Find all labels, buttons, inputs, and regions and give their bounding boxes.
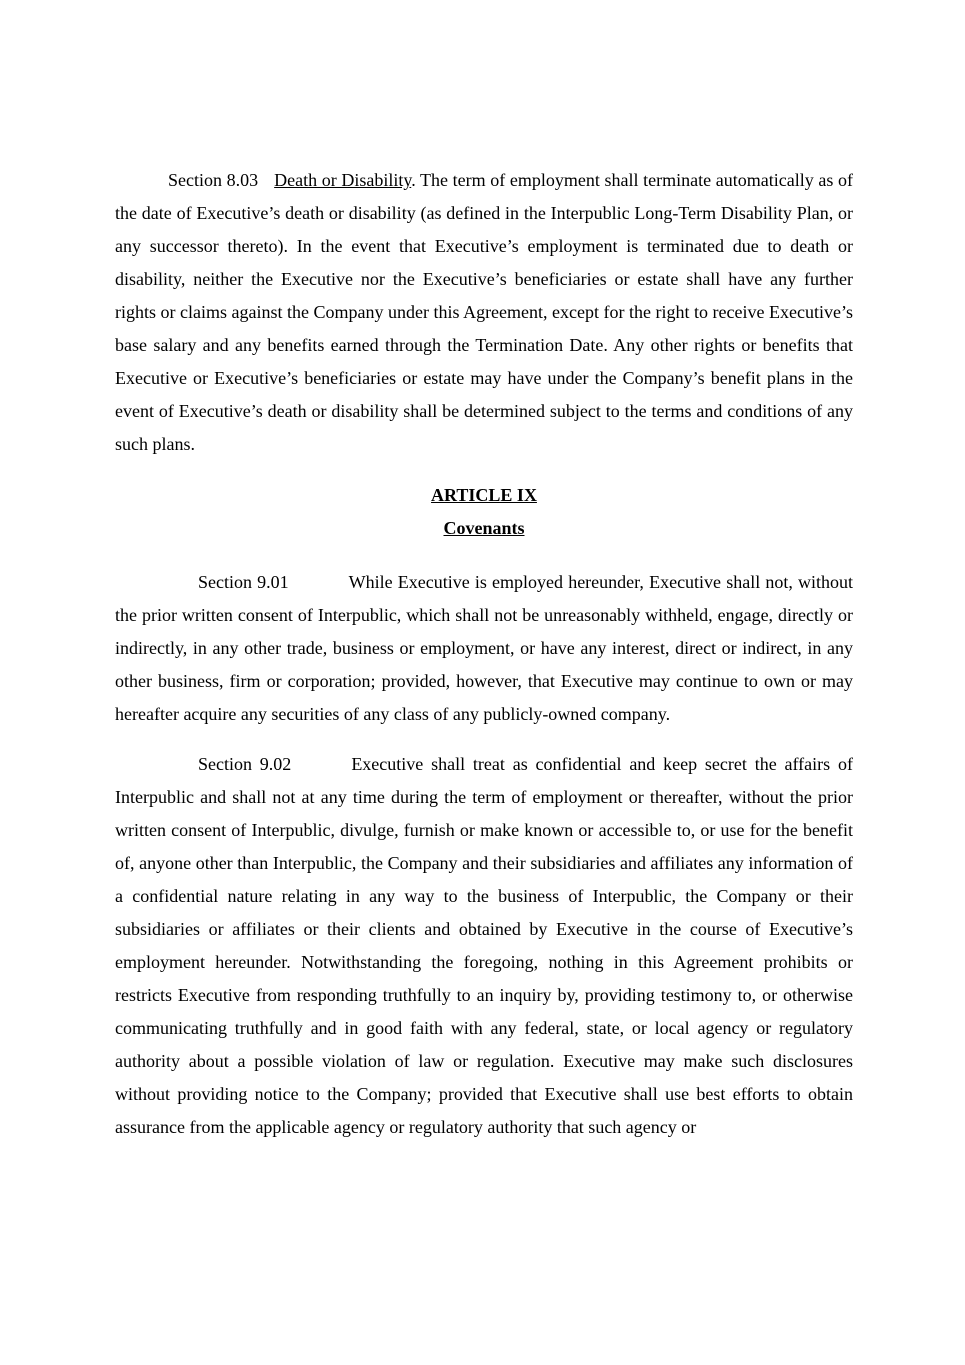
section-8-03-title: Death or Disability (274, 170, 412, 190)
section-8-03-label: Section 8.03 (168, 170, 259, 190)
article-subheading: Covenants (443, 518, 525, 538)
section-9-01-body: While Executive is employed hereunder, Executive shall not, without the prior written consent of Interpublic, which shall not be unreasonably withheld, engage, directly or indirectly, in any other trade, business or employment, or have any interest, direct or indirect, in any other business, firm or corporation; provided, however, that Executive may continue to own or may hereafter acquire any securities of any class of any publicly-owned company. (115, 572, 853, 724)
paragraph-section-8-03 (115, 164, 853, 461)
section-9-02-label: Section 9.02 (198, 754, 292, 774)
section-9-01-label: Section 9.01 (198, 572, 289, 592)
paragraph-section-9-01 (115, 566, 853, 731)
article-heading: ARTICLE IX (431, 485, 537, 505)
section-9-02-body: Executive shall treat as confidential and keep secret the affairs of Interpublic and shall not at any time during the term of employment or thereafter, without the prior written consent of Interpublic, divulge, furnish or make known or accessible to, or use for the benefit of, anyone other than Interpublic, the Company and their subsidiaries and affiliates any information of a confidential nature relating in any way to the business of Interpublic, the Company or their subsidiaries or affiliates or their clients and obtained by Executive in the course of Executive’s employment hereunder. Notwithstanding the foregoing, nothing in this Agreement prohibits or restricts Executive from responding truthfully to an inquiry by, providing testimony to, or otherwise communicating truthfully and in good faith with any federal, state, or local agency or regulatory authority about a possible violation of law or regulation. Executive may make such disclosures without providing notice to the Company; provided that Executive shall use best efforts to obtain assurance from the applicable agency or regulatory authority that such agency or (115, 754, 853, 1137)
section-8-03-body: . The term of employment shall terminate automatically as of the date of Executive’s death or disability (as defined in the Interpublic Long-Term Disability Plan, or any successor thereto). In the event that Executive’s employment is terminated due to death or disability, neither the Executive nor the Executive’s beneficiaries or estate shall have any further rights or claims against the Company under this Agreement, except for the right to receive Executive’s base salary and any benefits earned through the Termination Date. Any other rights or benefits that Executive or Executive’s beneficiaries or estate may have under the Company’s benefit plans in the event of Executive’s death or disability shall be determined subject to the terms and conditions of any such plans. (115, 170, 853, 454)
document-content (115, 164, 853, 1161)
article-headings (115, 479, 853, 545)
paragraph-section-9-02 (115, 748, 853, 1144)
